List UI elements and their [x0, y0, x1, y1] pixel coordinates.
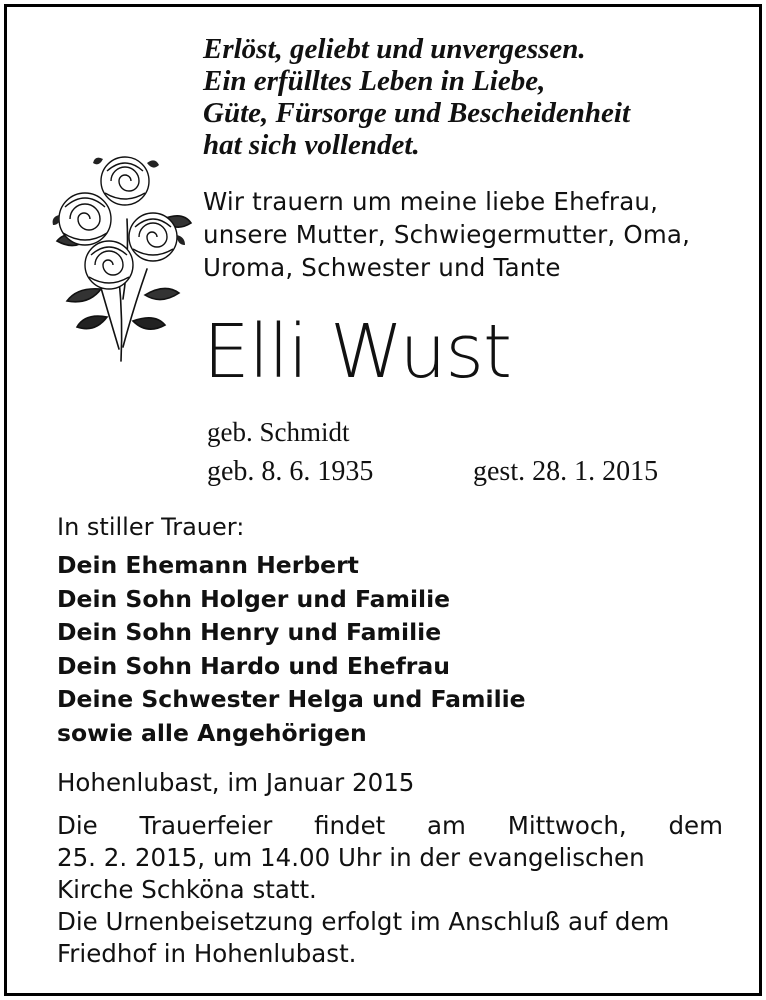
ceremony-line	[57, 810, 723, 842]
intro-text	[203, 185, 733, 284]
motto-line: Erlöst, geliebt und unvergessen.	[203, 33, 586, 65]
intro-line: Wir trauern um meine liebe Ehefrau,	[203, 187, 659, 216]
ceremony-word: Trauerfeier	[139, 811, 273, 840]
roses-bouquet-icon	[37, 149, 197, 369]
life-dates	[207, 454, 727, 490]
mourning-label: In stiller Trauer:	[57, 513, 245, 541]
death-date: gest. 28. 1. 2015	[473, 456, 659, 487]
mourner: Dein Sohn Henry und Familie	[57, 618, 442, 646]
ceremony-word: Die	[57, 811, 98, 840]
ceremony-word: dem	[668, 811, 723, 840]
motto-line: Ein erfülltes Leben in Liebe,	[203, 65, 546, 97]
mourner: Dein Ehemann Herbert	[57, 551, 359, 579]
ceremony-line: Die Urnenbeisetzung erfolgt im Anschluß auf dem	[57, 907, 670, 936]
ceremony-line: 25. 2. 2015, um 14.00 Uhr in der evangelischen	[57, 843, 645, 872]
mourner: sowie alle Angehörigen	[57, 718, 367, 747]
ceremony-word: Mittwoch,	[507, 811, 627, 840]
mourner: Dein Sohn Hardo und Ehefrau	[57, 651, 450, 680]
intro-line: unsere Mutter, Schwiegermutter, Oma,	[203, 220, 691, 249]
ceremony-line: Friedhof in Hohenlubast.	[57, 939, 357, 968]
ceremony-word: am	[427, 811, 466, 840]
motto-line: hat sich vollendet.	[203, 129, 420, 161]
motto-line: Güte, Fürsorge und Bescheidenheit	[203, 97, 630, 129]
intro-line: Uroma, Schwester und Tante	[203, 253, 561, 282]
mourners-list	[57, 549, 526, 750]
obituary-frame	[4, 4, 762, 996]
ceremony-line: Kirche Schköna statt.	[57, 875, 317, 904]
place-date: Hohenlubast, im Januar 2015	[57, 768, 415, 797]
ceremony-word: findet	[314, 811, 386, 840]
birth-date: geb. 8. 6. 1935	[207, 456, 374, 487]
mourner: Dein Sohn Holger und Familie	[57, 584, 451, 613]
motto	[203, 33, 743, 161]
birth-name: geb. Schmidt	[207, 417, 350, 447]
ceremony-info	[57, 810, 723, 970]
deceased-name: Elli Wust	[203, 309, 511, 395]
mourner: Deine Schwester Helga und Familie	[57, 685, 526, 713]
